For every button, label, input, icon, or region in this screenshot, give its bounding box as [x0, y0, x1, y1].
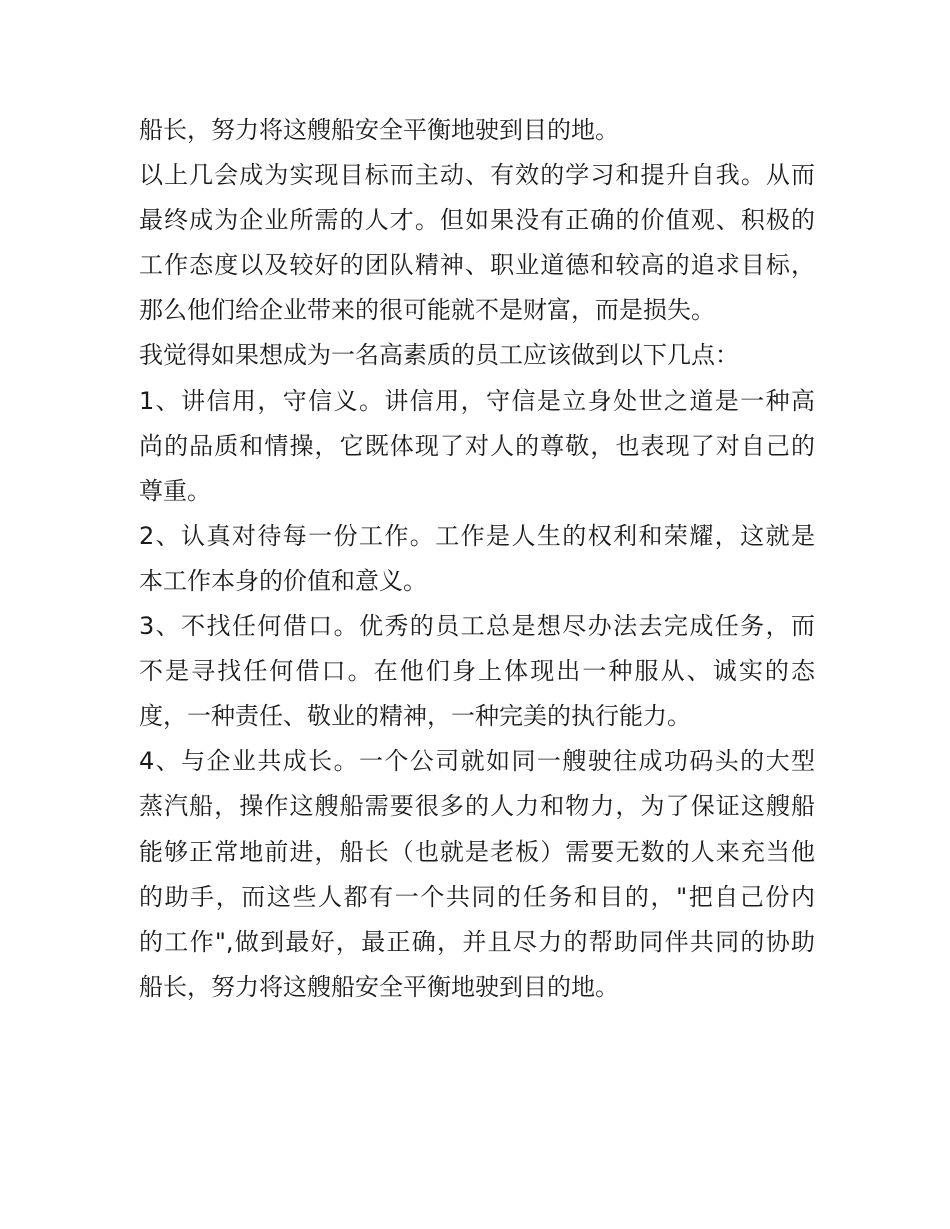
text-line: 不是寻找任何借口。在他们身上体现出一种服从、诚实的态: [139, 657, 815, 686]
text-line: 我觉得如果想成为一名高素质的员工应该做到以下几点：: [139, 341, 739, 370]
text-line: 尊重。: [139, 476, 211, 505]
text-line: 工作态度以及较好的团队精神、职业道德和较高的追求目标，: [139, 251, 815, 280]
text-line: 2、认真对待每一份工作。工作是人生的权利和荣耀，这就是: [139, 521, 815, 550]
text-line: 3、不找任何借口。优秀的员工总是想尽办法去完成任务，而: [139, 612, 815, 641]
text-line: 能够正常地前进，船长（也就是老板）需要无数的人来充当他: [139, 837, 815, 866]
text-line: 尚的品质和情操，它既体现了对人的尊敬，也表现了对自己的: [139, 431, 815, 460]
text-line: 船长，努力将这艘船安全平衡地驶到目的地。: [139, 116, 619, 144]
text-line: 1、讲信用，守信义。讲信用，守信是立身处世之道是一种高: [139, 386, 815, 415]
text-line: 度，一种责任、敬业的精神，一种完美的执行能力。: [139, 702, 691, 731]
document-body: [139, 108, 815, 1010]
text-line: 那么他们给企业带来的很可能就不是财富，而是损失。: [139, 296, 715, 325]
text-line: 蒸汽船，操作这艘船需要很多的人力和物力，为了保证这艘船: [139, 792, 815, 821]
text-line: 以上几会成为实现目标而主动、有效的学习和提升自我。从而: [139, 161, 815, 190]
text-line: 最终成为企业所需的人才。但如果没有正确的价值观、积极的: [139, 206, 815, 235]
text-line: 的工作",做到最好，最正确，并且尽力的帮助同伴共同的协助: [139, 927, 815, 956]
text-line: 4、与企业共成长。一个公司就如同一艘驶往成功码头的大型: [139, 747, 815, 776]
text-line: 本工作本身的价值和意义。: [139, 566, 427, 595]
text-line: 的助手，而这些人都有一个共同的任务和目的，"把自己份内: [139, 882, 815, 911]
text-line: 船长，努力将这艘船安全平衡地驶到目的地。: [139, 972, 619, 1001]
